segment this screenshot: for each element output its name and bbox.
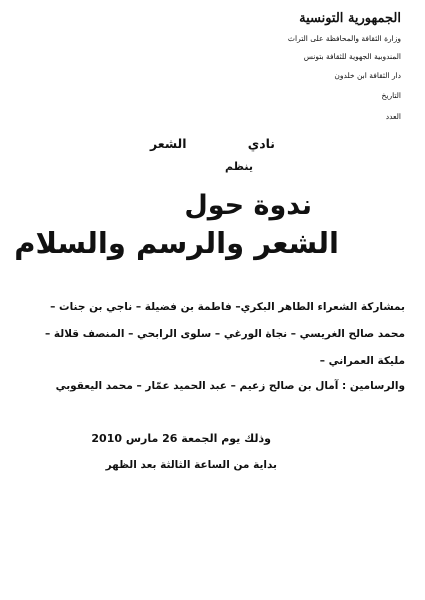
- event-title-line1: ندوة حول: [184, 190, 312, 221]
- header-number-label: العدد: [385, 112, 401, 121]
- organizes-label: ينظم: [225, 160, 253, 173]
- event-time: بداية من الساعة الثالثة بعد الظهر: [105, 459, 277, 471]
- header-ministry: وزارة الثقافة والمحافظة على التراث: [287, 34, 401, 43]
- header-country: الجمهورية التونسية: [299, 11, 401, 26]
- event-title-line2: الشعر والرسم والسلام: [14, 226, 339, 260]
- event-day: وذلك يوم الجمعة 26 مارس 2010: [91, 432, 271, 445]
- participants-line3: مليكة العمراني –: [319, 355, 405, 367]
- club-name-text: نادي الشعر: [150, 136, 275, 151]
- header-date-label: التاريخ: [381, 91, 401, 100]
- header-culture-house: دار الثقافة ابن خلدون: [334, 71, 401, 80]
- participants-line1: بمشاركة الشعراء الطاهر البكري– فاطمة بن فضيلة – ناجي بن جنات –: [50, 301, 405, 313]
- header-commission: المندوبية الجهوية للثقافة بتونس: [303, 52, 401, 61]
- participants-line2: محمد صالح الغريسي – نجاة الورغي – سلوى الرابحي – المنصف قلالة –: [44, 328, 405, 340]
- club-name: [150, 136, 275, 151]
- painters-line: والرسامين : آمال بن صالح زعيم – عبد الحميد عمّار – محمد اليعقوبي: [55, 380, 405, 392]
